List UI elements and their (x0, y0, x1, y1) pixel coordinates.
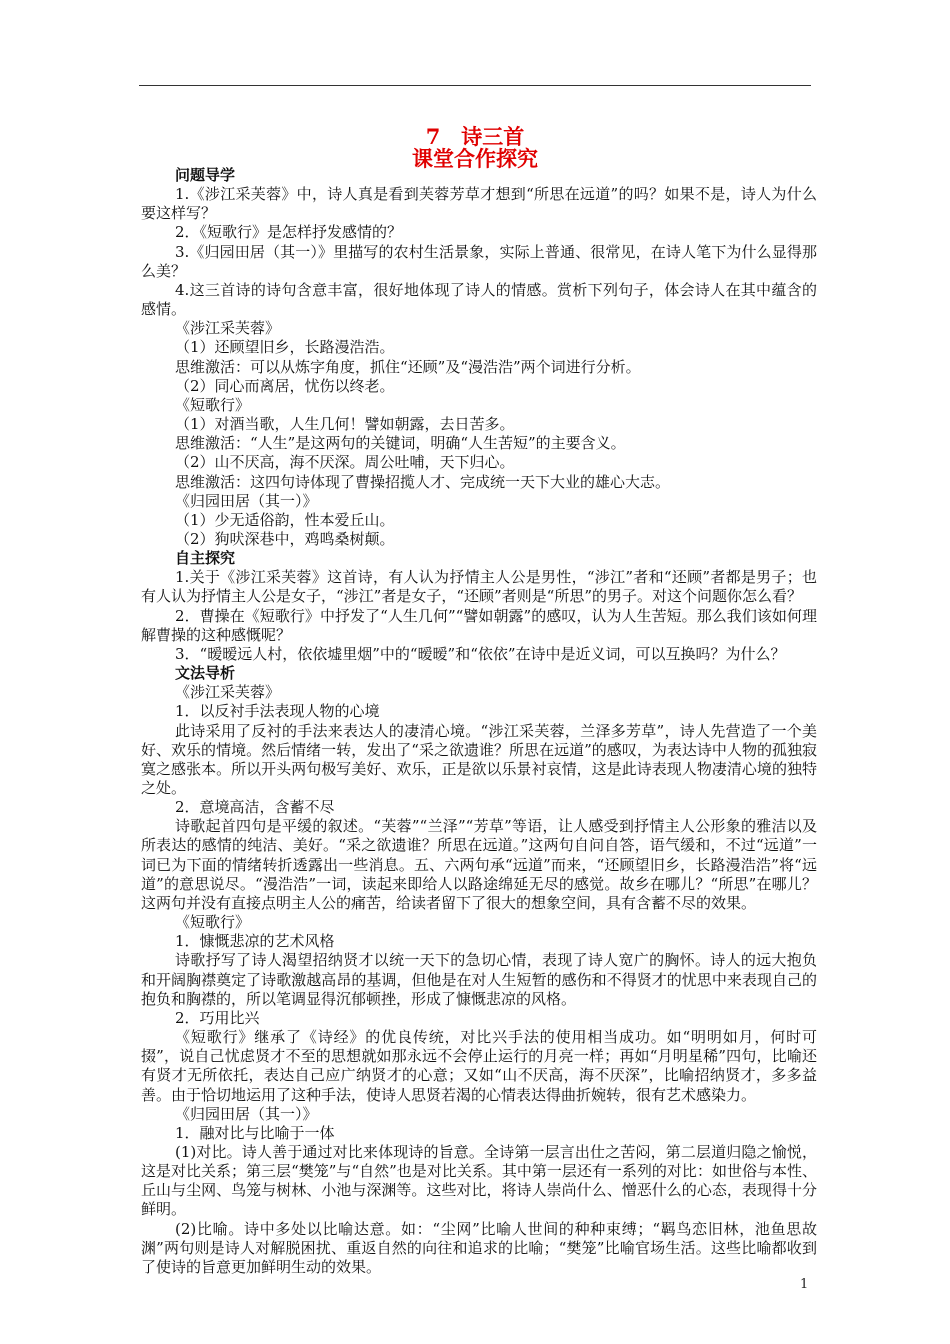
paragraph: 1.关于《涉江采芙蓉》这首诗，有人认为抒情主人公是男性，“涉江”者和“还顾”者都是男子；也有人认为抒情主人公是女子，“涉江”者是女子，“还顾”者则是“所思”的男子。对这个问题你怎么看？ (141, 568, 817, 606)
paragraph: 2．意境高洁，含蓄不尽 (175, 798, 335, 817)
paragraph: (1)对比。诗人善于通过对比来体现诗的旨意。全诗第一层言出仕之苦闷，第二层道归隐之愉悦，这是对比关系；第三层“樊笼”与“自然”也是对比关系。其中第一层还有一系列的对比：如世俗与本性、丘山与尘网、鸟笼与树林、小池与深渊等。这些对比，将诗人崇尚什么、憎恶什么的心态，表现得十分鲜明。 (141, 1142, 817, 1219)
paragraph: 1.《涉江采芙蓉》中，诗人真是看到芙蓉芳草才想到“所思在远道”的吗？如果不是，诗人为什么要这样写？ (141, 185, 817, 223)
paragraph: 思维激活：这四句诗体现了曹操招揽人才、完成统一天下大业的雄心大志。 (175, 472, 671, 491)
lesson-title: 7 诗三首 (425, 124, 525, 149)
section-heading: 自主探究 (175, 549, 236, 568)
paragraph: 诗歌起首四句是平缓的叙述。“芙蓉”“兰泽”“芳草”等语，让人感受到抒情主人公形象的雅洁以及所表达的感情的纯洁、美好。“采之欲遗谁？所思在远道。”这两句自问自答，语气缓和，不过“远道”一词已为下面的情绪转折透露出一些消息。五、六两句承“远道”而来，“还顾望旧乡，长路漫浩浩”将“远道”的意思说尽。“漫浩浩”一词，读起来即给人以路途绵延无尽的感觉。故乡在哪儿？“所思”在哪儿？这两句并没有直接点明主人公的痛苦，给读者留下了很大的想象空间，具有含蓄不尽的效果。 (141, 817, 817, 912)
section-heading: 问题导学 (175, 166, 236, 184)
paragraph: (2)比喻。诗中多处以比喻达意。如：“尘网”比喻人世间的种种束缚；“羁鸟恋旧林，池鱼思故渊”两句则是诗人对解脱困扰、重返自然的向往和追求的比喻；“樊笼”比喻官场生活。这些比喻都收到了使诗的旨意更加鲜明生动的效果。 (141, 1219, 817, 1276)
paragraph: 《归园田居（其一）》 (175, 491, 318, 510)
header-rule (139, 85, 811, 86)
paragraph: （2）山不厌高，海不厌深。周公吐哺，天下归心。 (175, 453, 515, 472)
section-heading: 文法导析 (175, 664, 236, 683)
paragraph: 此诗采用了反衬的手法来表达人的凄清心境。“涉江采芙蓉，兰泽多芳草”，诗人先营造了一个美好、欢乐的情境。然后情绪一转，发出了“采之欲遗谁？所思在远道”的感叹，为表达诗中人物的孤独寂寞之感张本。所以开头两句极写美好、欢乐，正是欲以乐景衬哀情，这是此诗表现人物凄清心境的独特之处。 (141, 721, 817, 797)
paragraph: 思维激活：“人生”是这两句的关键词，明确“人生苦短”的主要含义。 (175, 434, 626, 453)
paragraph: 《短歌行》 (175, 395, 251, 414)
paragraph: 《短歌行》继承了《诗经》的优良传统，对比兴手法的使用相当成功。如“明明如月，何时可掇”，说自己忧虑贤才不至的思想就如那永远不会停止运行的月亮一样；再如“月明星稀”四句，比喻还有贤才无所依托，表达自己应广纳贤才的心意；又如“山不厌高，海不厌深”，比喻招纳贤才，多多益善。由于恰切地运用了这种手法，使诗人思贤若渴的心情表达得曲折婉转，很有艺术感染力。 (141, 1028, 817, 1104)
paragraph: 《短歌行》 (175, 913, 251, 932)
paragraph: 《涉江采芙蓉》 (175, 683, 281, 702)
paragraph: 3．“暧暧远人村，依依墟里烟”中的“暧暧”和“依依”在诗中是近义词，可以互换吗？为什么？ (175, 644, 786, 663)
paragraph: 2．《短歌行》是怎样抒发感情的？ (175, 223, 403, 242)
paragraph: 《涉江采芙蓉》 (175, 319, 281, 338)
paragraph: 3.《归园田居（其一）》里描写的农村生活景象，实际上普通、很常见，在诗人笔下为什么显得那么美？ (141, 242, 817, 280)
paragraph: 诗歌抒写了诗人渴望招纳贤才以统一天下的急切心情，表现了诗人宽广的胸怀。诗人的远大抱负和开阔胸襟奠定了诗歌激越高昂的基调，但他是在对人生短暂的感伤和不得贤才的忧思中来表现自己的抱负和胸襟的，所以笔调显得沉郁顿挫，形成了慷慨悲凉的风格。 (141, 951, 817, 1008)
lesson-subtitle: 课堂合作探究 (412, 146, 538, 171)
paragraph: 《归园田居（其一）》 (175, 1104, 318, 1123)
paragraph: （2）狗吠深巷中，鸡鸣桑树颠。 (175, 529, 395, 548)
page-number: 1 (800, 1277, 809, 1292)
paragraph: （2）同心而离居，忧伤以终老。 (175, 376, 395, 395)
paragraph: 2．曹操在《短歌行》中抒发了“人生几何”“譬如朝露”的感叹，认为人生苦短。那么我们该如何理解曹操的这种感慨呢？ (141, 606, 817, 644)
paragraph: （1）少无适俗韵，性本爱丘山。 (175, 510, 395, 529)
paragraph: 2．巧用比兴 (175, 1008, 260, 1027)
paragraph: 1．以反衬手法表现人物的心境 (175, 702, 380, 721)
document-body (141, 166, 817, 1277)
paragraph: 4.这三首诗的诗句含意丰富，很好地体现了诗人的情感。赏析下列句子，体会诗人在其中蕴含的感情。 (141, 280, 817, 319)
paragraph: （1）对酒当歌，人生几何！譬如朝露，去日苦多。 (175, 415, 515, 434)
paragraph: 1．慷慨悲凉的艺术风格 (175, 932, 335, 951)
paragraph: 思维激活：可以从炼字角度，抓住“还顾”及“漫浩浩”两个词进行分析。 (175, 357, 641, 376)
paragraph: （1）还顾望旧乡，长路漫浩浩。 (175, 338, 395, 357)
paragraph: 1．融对比与比喻于一体 (175, 1123, 335, 1142)
